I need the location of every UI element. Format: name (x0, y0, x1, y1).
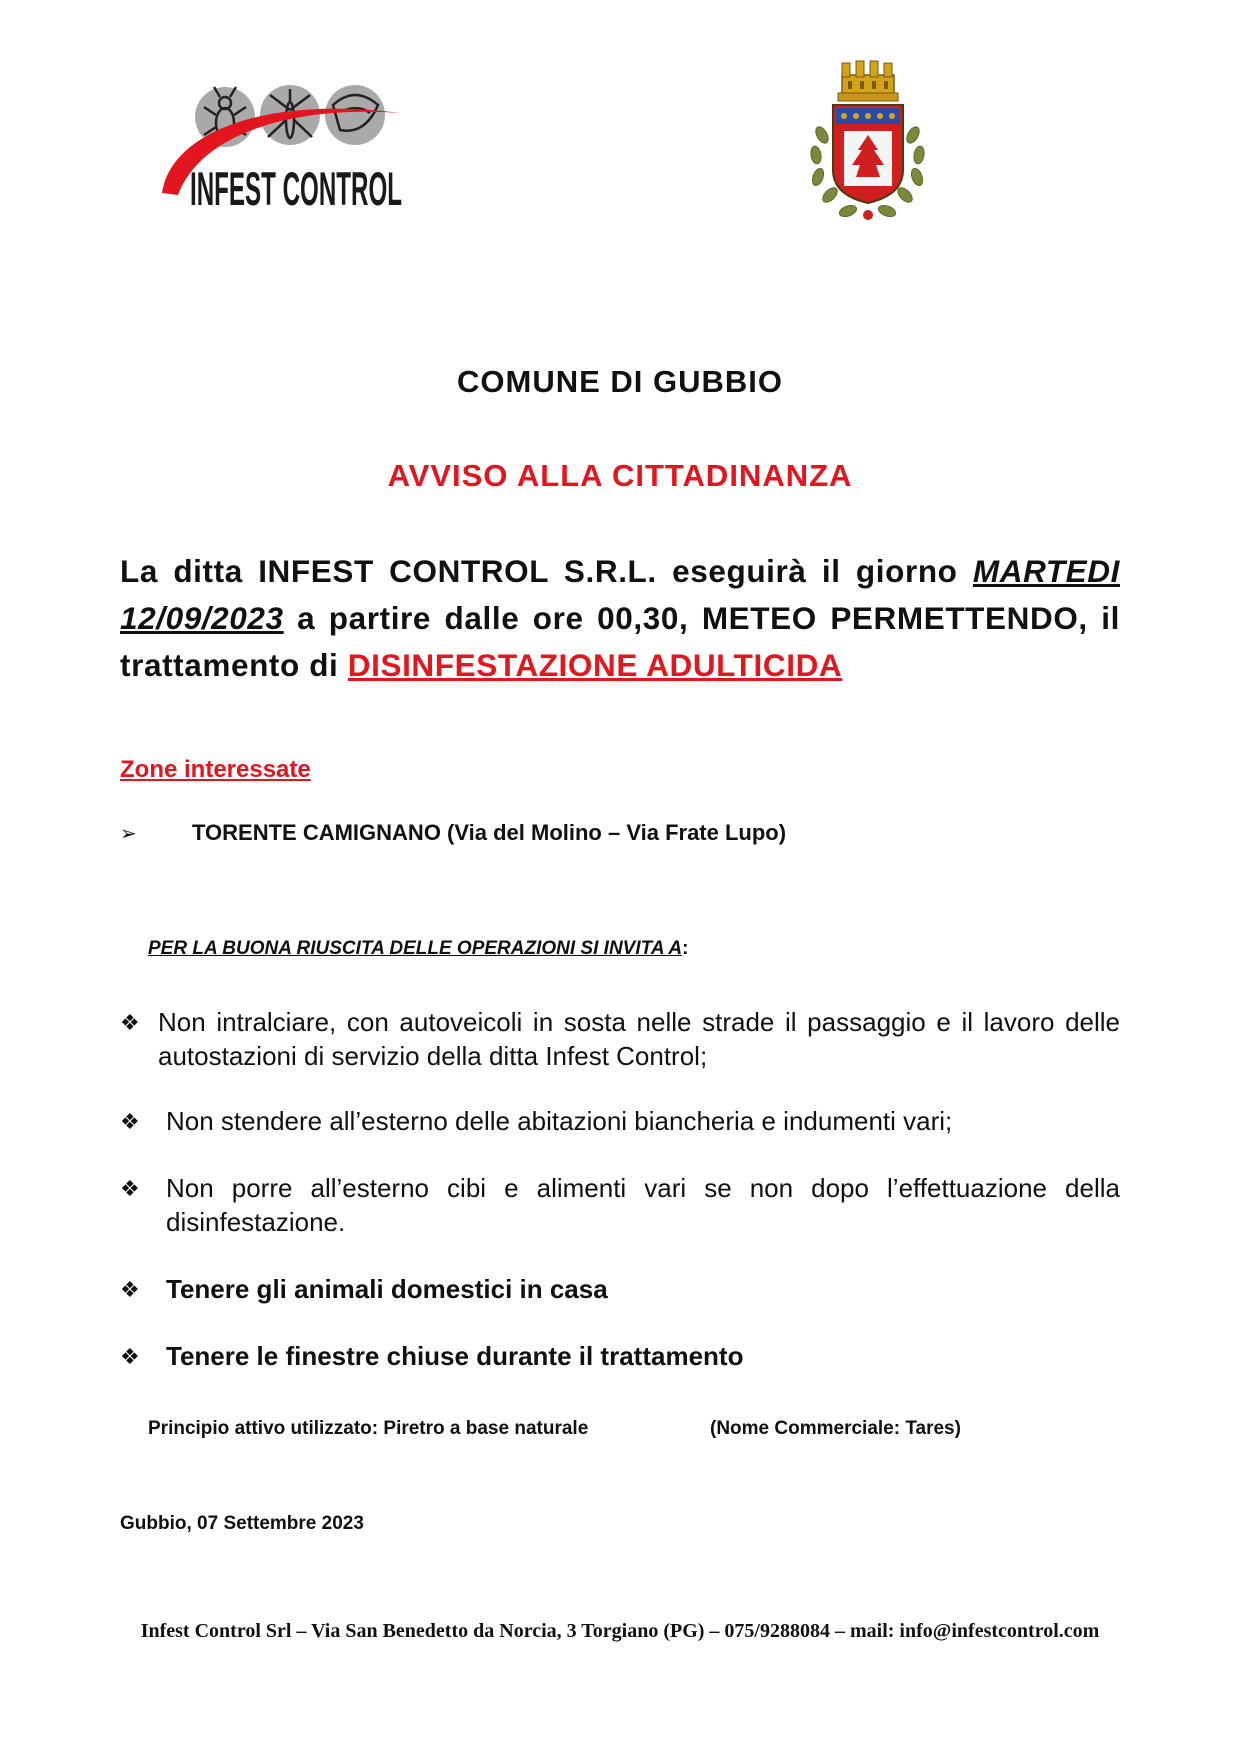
instruction-text: Non stendere all’esterno delle abitazioni biancheria e indumenti vari; (166, 1106, 953, 1136)
logo-text: INFEST CONTROL (190, 162, 402, 215)
arrow-bullet-icon: ➢ (120, 823, 137, 845)
notice-title: AVVISO ALLA CITTADINANZA (387, 458, 853, 493)
invite-heading-colon: : (682, 938, 689, 959)
place-date: Gubbio, 07 Settembre 2023 (120, 1513, 364, 1534)
footer-contact: Infest Control Srl – Via San Benedetto da Norcia, 3 Torgiano (PG) – 075/9288084 – mail: info@infestcontrol.com (140, 1620, 1100, 1642)
instruction-text: Non porre all’esterno cibi e alimenti vari se non dopo l’effettuazione della disinfestazione. (166, 1173, 1120, 1237)
announcement-part-2: a partire dalle ore 00,30, METEO PERMETTENDO, il trattamento di (120, 600, 1120, 683)
zone-list-item (120, 820, 786, 846)
page-title: COMUNE DI GUBBIO (457, 364, 783, 399)
instruction-item (120, 1005, 1120, 1073)
infest-control-logo (150, 75, 410, 220)
invite-heading-text: PER LA BUONA RIUSCITA DELLE OPERAZIONI SI INVITA A (148, 938, 683, 959)
gubbio-coat-of-arms (800, 55, 935, 230)
treatment-date: MARTEDI 12/09/2023 (120, 553, 1120, 636)
instruction-text: Tenere le finestre chiuse durante il trattamento (166, 1341, 744, 1371)
instruction-text: Non intralciare, con autoveicoli in sosta nelle strade il passaggio e il lavoro delle autostazioni di servizio della ditta Infest Control; (158, 1007, 1120, 1071)
active-ingredient: Principio attivo utilizzato: Piretro a base naturale (148, 1418, 589, 1439)
commercial-name: (Nome Commerciale: Tares) (710, 1418, 961, 1439)
instruction-text: Tenere gli animali domestici in casa (166, 1274, 608, 1304)
diamond-bullet-icon: ❖ (120, 1344, 140, 1369)
instruction-item (120, 1171, 1120, 1239)
diamond-bullet-icon: ❖ (120, 1277, 140, 1302)
invite-heading (148, 938, 688, 960)
instruction-item (120, 1272, 1120, 1307)
zone-item-label: TORENTE CAMIGNANO (Via del Molino – Via Frate Lupo) (192, 820, 787, 845)
instruction-item (120, 1339, 1120, 1374)
zones-heading: Zone interessate (120, 756, 311, 783)
announcement-part-1: La ditta INFEST CONTROL S.R.L. eseguirà il giorno (120, 553, 973, 589)
treatment-type: DISINFESTAZIONE ADULTICIDA (347, 647, 843, 683)
instruction-item (120, 1104, 1120, 1139)
announcement-paragraph (120, 548, 1120, 689)
diamond-bullet-icon: ❖ (120, 1010, 140, 1035)
diamond-bullet-icon: ❖ (120, 1109, 140, 1134)
diamond-bullet-icon: ❖ (120, 1176, 140, 1201)
